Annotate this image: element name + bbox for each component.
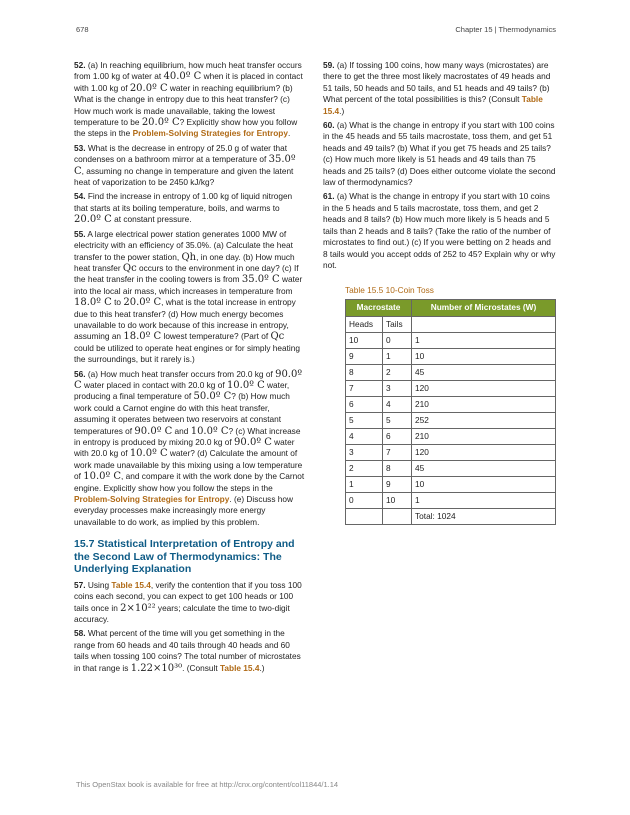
cell-heads: 10 <box>346 332 383 348</box>
cell-microstates: 210 <box>412 428 556 444</box>
cell-heads: 2 <box>346 460 383 476</box>
cell-heads: 0 <box>346 492 383 508</box>
table-row <box>346 476 556 492</box>
header-macrostate: Macrostate <box>346 299 412 316</box>
cell-heads: 8 <box>346 364 383 380</box>
table-row <box>346 364 556 380</box>
cell-heads: 1 <box>346 476 383 492</box>
cell-tails: 5 <box>383 412 412 428</box>
cell-heads: 5 <box>346 412 383 428</box>
problem-60: 60. (a) What is the change in entropy if you start with 100 coins in the 45 heads and 55 tails macrostate, toss them, and get 51 heads and 49 tails? (b) What if you get 75 heads and 25 tails? (c) How much more likely is 51 heads and 49 tails than 75 heads and 25 tails? (d) Does either outcome violate the second law of thermodynamics? <box>323 120 556 188</box>
cell-heads: 7 <box>346 380 383 396</box>
footer-note: This OpenStax book is available for free at http://cnx.org/content/col11844/1.14 <box>76 780 339 789</box>
cell-microstates: 45 <box>412 460 556 476</box>
cell-tails: 1 <box>383 348 412 364</box>
table-row <box>346 348 556 364</box>
cell-heads: 4 <box>346 428 383 444</box>
table-row-total <box>346 508 556 524</box>
table-body <box>346 332 556 508</box>
cell-heads: 6 <box>346 396 383 412</box>
header-heads: Heads <box>346 316 383 332</box>
link-table-15-4[interactable]: Table 15.4 <box>323 94 543 116</box>
problem-59: 59. (a) If tossing 100 coins, how many ways (microstates) are there to get the three most likely macrostates of 49 heads and 51 tails, 50 heads and 50 tails, and 51 heads and 49 tails? (b) What percent of the total possibilities is this? (Consult Table 15.4.) <box>323 60 551 116</box>
section-heading: 15.7 Statistical Interpretation of Entropy and the Second Law of Thermodynamics: The Underlying Explanation <box>74 538 295 576</box>
cell-microstates: 120 <box>412 444 556 460</box>
problem-57: 57. Using Table 15.4, verify the contention that if you toss 100 coins each second, you can expect to get 100 heads or 100 tails once in 2×10²² years; calculate the time to two-digit accuracy. <box>74 579 302 624</box>
table-row <box>346 460 556 476</box>
table-row <box>346 396 556 412</box>
problem-61: 61. (a) What is the change in entropy if you start with 10 coins in the 5 heads and 5 tails macrostate, toss them, and get 2 heads and 8 tails? (b) How much more likely is 5 heads and 5 tails than 2 heads and 8 tails? (Take the ratio of the number of microstates to find out.) (c) If you were betting on 2 heads and 8 tails would you accept odds of 252 to 45? Explain why or why not. <box>323 191 556 270</box>
table-row <box>346 428 556 444</box>
link-entropy-strategies[interactable]: Problem-Solving Strategies for Entropy <box>132 128 288 139</box>
cell-tails: 7 <box>383 444 412 460</box>
page-number: 678 <box>76 25 89 34</box>
link-entropy-strategies[interactable]: Problem-Solving Strategies for Entropy <box>74 494 230 505</box>
cell-heads: 3 <box>346 444 383 460</box>
coin-toss-table <box>345 299 556 525</box>
table-row <box>346 380 556 396</box>
cell-tails: 6 <box>383 428 412 444</box>
cell-tails: 2 <box>383 364 412 380</box>
chapter-title: Chapter 15 | Thermodynamics <box>455 25 556 34</box>
problem-55: 55. A large electrical power station generates 1000 MW of electricity with an efficiency of 35.0%. (a) Calculate the heat transfer to the power station, Qh, in one day. (b) How much heat transfer Qc occurs to the environment in one day? (c) If the heat transfer in the cooling towers is from 35.0º C water into the local air mass, which increases in temperature from 18.0º C to 20.0º C, what is the total increase in entropy due to this heat transfer? (d) How much energy becomes unavailable to do work because of this increase in entropy, assuming an 18.0º C lowest temperature? (Part of Qc could be utilized to operate heat engines or for simply heating the surroundings, but it rarely is.) <box>74 228 303 365</box>
cell-microstates: 45 <box>412 364 556 380</box>
cell-microstates: 10 <box>412 348 556 364</box>
table-row <box>346 492 556 508</box>
link-table-15-4[interactable]: Table 15.4 <box>111 579 151 590</box>
cell-microstates: 1 <box>412 332 556 348</box>
cell-tails: 4 <box>383 396 412 412</box>
cell-tails: 0 <box>383 332 412 348</box>
cell-tails: 9 <box>383 476 412 492</box>
cell-heads: 9 <box>346 348 383 364</box>
problem-53: 53. What is the decrease in entropy of 25.0 g of water that condenses on a bathroom mirror at a temperature of 35.0º C, assuming no change in temperature and given the latent heat of vaporization to be 2450 kJ/kg? <box>74 142 296 188</box>
cell-microstates: 252 <box>412 412 556 428</box>
cell-microstates: 1 <box>412 492 556 508</box>
right-column <box>323 60 556 525</box>
cell-tails: 10 <box>383 492 412 508</box>
problem-56: 56. (a) How much heat transfer occurs from 20.0 kg of 90.0º C water placed in contact with 20.0 kg of 10.0º C water, producing a final temperature of 50.0º C? (b) How much work could a Carnot engine do with this heat transfer, assuming it operates between two reservoirs at constant temperatures of 90.0º C and 10.0º C? (c) What increase in entropy is produced by mixing 20.0 kg of 90.0º C water with 20.0 kg of 10.0º C water? (d) Calculate the amount of work made unavailable by this mixing using a low temperature of 10.0º C, and compare it with the work done by the Carnot engine. Explicitly show how you follow the steps in the Problem-Solving Strategies for Entropy. (e) Discuss how everyday processes make increasingly more energy unavailable to do work, as implied by this problem. <box>74 368 305 527</box>
table-row <box>346 412 556 428</box>
table-row <box>346 444 556 460</box>
cell-microstates: 10 <box>412 476 556 492</box>
left-column <box>74 60 306 677</box>
cell-microstates: 210 <box>412 396 556 412</box>
problem-52: 52. (a) In reaching equilibrium, how much heat transfer occurs from 1.00 kg of water at 40.0º C when it is placed in contact with 1.00 kg of 20.0º C water in reaching equilibrium? (b) What is the change in entropy due to this heat transfer? (c) How much work is made unavailable, taking the lowest temperature to be 20.0º C? Explicitly show how you follow the steps in the Problem-Solving Strategies for Entropy. <box>74 60 303 139</box>
total-cell: Total: 1024 <box>412 508 556 524</box>
problem-54: 54. Find the increase in entropy of 1.00 kg of liquid nitrogen that starts at its boiling temperature, boils, and warms to 20.0º C at constant pressure. <box>74 191 293 226</box>
table-row <box>346 332 556 348</box>
header-microstates: Number of Microstates (W) <box>412 299 556 316</box>
cell-tails: 3 <box>383 380 412 396</box>
cell-microstates: 120 <box>412 380 556 396</box>
cell-tails: 8 <box>383 460 412 476</box>
header-blank <box>412 316 556 332</box>
header-tails: Tails <box>383 316 412 332</box>
table-caption: Table 15.5 10-Coin Toss <box>345 285 434 296</box>
link-table-15-4[interactable]: Table 15.4 <box>219 662 260 673</box>
problem-58: 58. What percent of the time will you get something in the range from 60 heads and 40 tails through 40 heads and 60 tails when tossing 100 coins? The total number of microstates in that range is 1.22×10³⁰. (Consult Table 15.4.) <box>74 628 301 674</box>
